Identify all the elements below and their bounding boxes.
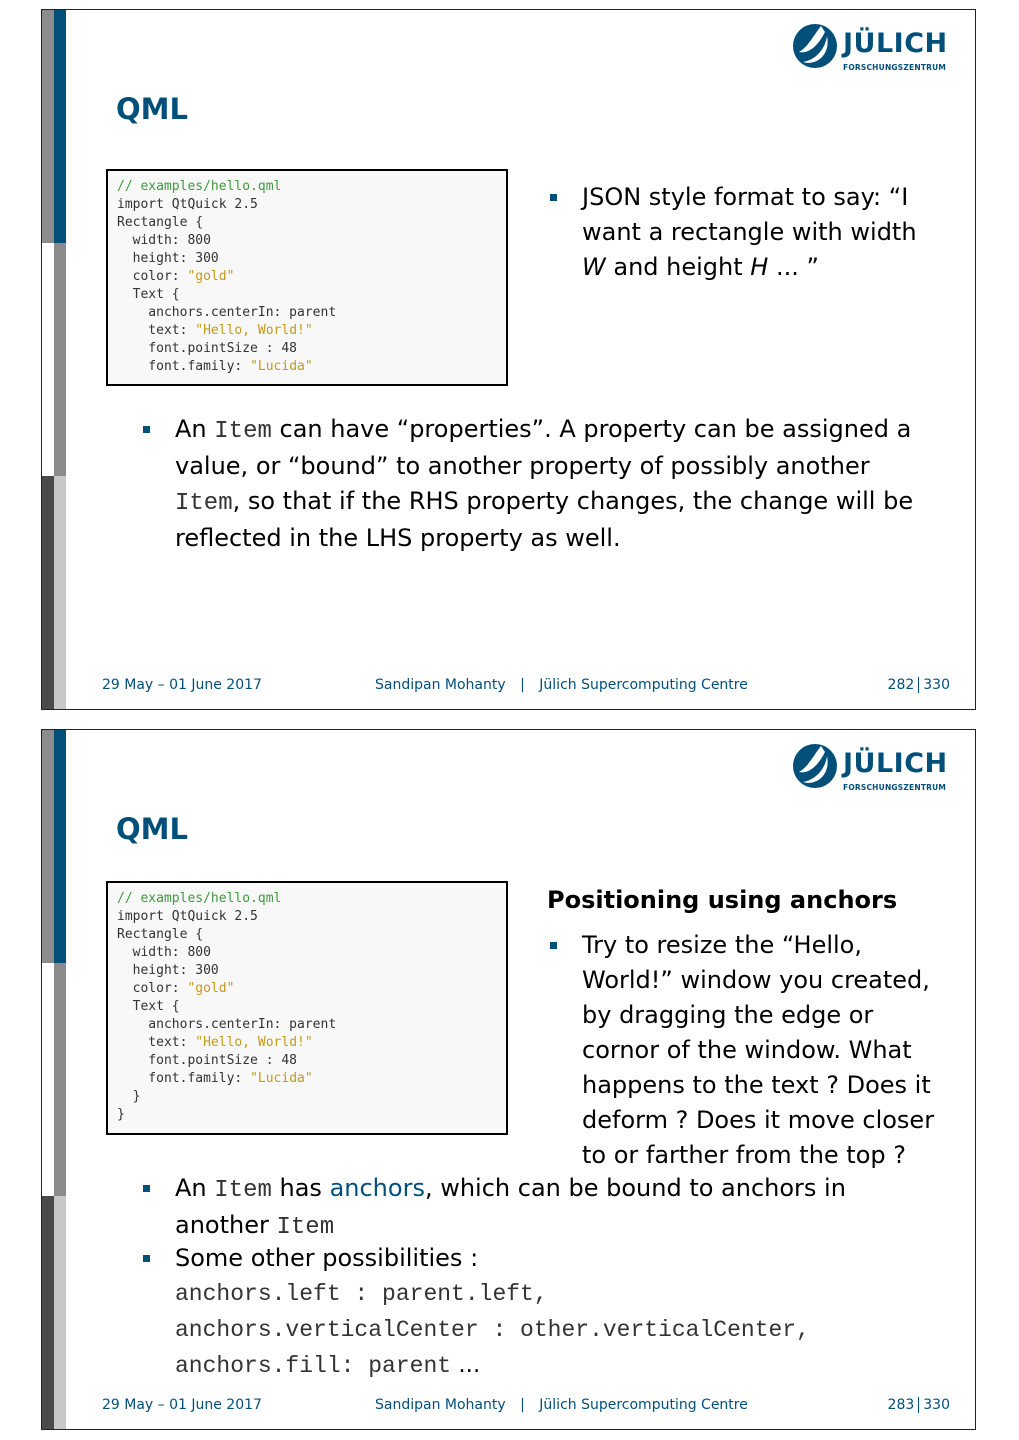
main-bullet [175, 412, 915, 556]
side-bullet-text-b: and height [605, 253, 751, 281]
code-line [117, 340, 497, 358]
bullet-text: , which can be bound to anchors in another [175, 1174, 846, 1239]
code-text: text: [117, 1035, 196, 1050]
footer-author-name: Sandipan Mohanty [375, 677, 506, 693]
code-text: import QtQuick 2.5 [117, 197, 258, 212]
code-line [117, 304, 497, 322]
code-line [117, 1052, 497, 1070]
code-inline-item: Item [214, 1177, 272, 1204]
logo-subtitle: FORSCHUNGSZENTRUM [843, 783, 947, 792]
julich-logo-icon [791, 22, 839, 70]
code-string: "Hello, World!" [195, 1035, 313, 1050]
code-line [117, 926, 497, 944]
code-line [117, 232, 497, 250]
footer-org: Jülich Supercomputing Centre [539, 677, 748, 693]
code-inline-item: Item [175, 490, 233, 517]
julich-logo-icon [791, 742, 839, 790]
page-total: 330 [923, 1397, 950, 1413]
bullet-marker [143, 1255, 150, 1262]
anchors-bullet [175, 1171, 915, 1245]
code-line [117, 1016, 497, 1034]
code-string: "Hello, World!" [195, 323, 313, 338]
code-line [117, 322, 497, 340]
logo-wordmark: JÜLICH [843, 28, 948, 59]
code-text: Rectangle { [117, 927, 204, 942]
code-text: } [117, 1089, 141, 1104]
code-text: width: 800 [117, 233, 211, 248]
code-line [117, 286, 497, 304]
code-line [117, 1070, 497, 1088]
code-line [117, 214, 497, 232]
side-bullet-text: Try to resize the “Hello, World!” window you created, by dragging the edge or cornor of the window. What happens to the text ? Does it deform ? Does it move closer to or farther from the top ? [582, 931, 935, 1169]
side-bullet [582, 180, 942, 285]
side-bullet-text-a: JSON style format to say: “I want a rectangle with width [582, 183, 917, 246]
code-line [175, 1348, 935, 1384]
code-text: font.pointSize : 48 [117, 1053, 298, 1068]
code-line [117, 908, 497, 926]
left-stripe-inner [54, 730, 66, 1429]
code-text: font.family: [117, 1071, 251, 1086]
footer-author [375, 677, 748, 693]
code-line-tail: ... [451, 1352, 481, 1378]
code-text: color: [117, 269, 188, 284]
code-line [117, 250, 497, 268]
code-text: anchors.centerIn: parent [117, 305, 337, 320]
possibilities-bullet [175, 1241, 935, 1384]
code-block [106, 881, 508, 1135]
bullet-text: Some other possibilities : [175, 1244, 479, 1272]
code-line [175, 1276, 935, 1312]
code-line [117, 998, 497, 1016]
bullet-marker [550, 194, 557, 201]
code-text: width: 800 [117, 945, 211, 960]
slide-title: QML [116, 92, 188, 126]
slide-282 [41, 9, 976, 710]
anchors-link[interactable]: anchors [329, 1174, 425, 1202]
code-string: "Lucida" [250, 1071, 313, 1086]
bullet-text: An [175, 1174, 215, 1202]
side-bullet-text-c: ... ” [768, 253, 819, 281]
code-line [117, 358, 497, 376]
page-number [888, 677, 950, 693]
left-stripe [42, 730, 54, 1429]
code-line [117, 890, 497, 908]
footer-author [375, 1397, 748, 1413]
logo-subtitle: FORSCHUNGSZENTRUM [843, 63, 947, 72]
bullet-text: has [271, 1174, 330, 1202]
code-line [117, 980, 497, 998]
code-text: font.pointSize : 48 [117, 341, 298, 356]
code-string: "gold" [187, 981, 235, 996]
code-comment: // examples/hello.qml [117, 179, 282, 194]
code-line [175, 1312, 935, 1348]
page-number [888, 1397, 950, 1413]
left-stripe-inner [54, 10, 66, 709]
code-text: Text { [117, 287, 180, 302]
footer-separator: | [520, 1397, 525, 1413]
side-bullet [582, 928, 942, 1173]
code-line [117, 962, 497, 980]
code-line-text: anchors.left : parent.left, [175, 1281, 548, 1307]
slide-283 [41, 729, 976, 1430]
bullet-marker [143, 426, 150, 433]
footer-author-name: Sandipan Mohanty [375, 1397, 506, 1413]
logo-wordmark: JÜLICH [843, 748, 948, 779]
code-text: } [117, 1107, 125, 1122]
bullet-text: can have “properties”. A property can be assigned a value, or “bound” to another property of possibly another [175, 415, 912, 480]
bullet-marker [550, 942, 557, 949]
page-current: 283 [887, 1397, 915, 1413]
code-inline-item: Item [276, 1214, 335, 1241]
code-comment: // examples/hello.qml [117, 891, 282, 906]
code-text: Rectangle { [117, 215, 204, 230]
code-string: "Lucida" [250, 359, 313, 374]
code-string: "gold" [187, 269, 235, 284]
subheading: Positioning using anchors [547, 886, 898, 914]
code-line [117, 196, 497, 214]
left-stripe [42, 10, 54, 709]
bullet-text: , so that if the RHS property changes, the change will be reflected in the LHS property as well. [175, 487, 914, 552]
code-line [117, 1034, 497, 1052]
code-inline-item: Item [214, 418, 272, 445]
bullet-marker [143, 1185, 150, 1192]
code-text: anchors.centerIn: parent [117, 1017, 337, 1032]
julich-logo [791, 742, 951, 796]
page-total: 330 [923, 677, 950, 693]
side-bullet-w: W [582, 253, 606, 281]
code-line [117, 1088, 497, 1106]
code-line-text: anchors.fill: parent [175, 1353, 452, 1379]
side-bullet-h: H [750, 253, 769, 281]
code-text: text: [117, 323, 196, 338]
code-line [117, 944, 497, 962]
bullet-text: An [175, 415, 215, 443]
code-line [117, 1106, 497, 1124]
footer-separator: | [520, 677, 525, 693]
code-text: height: 300 [117, 963, 219, 978]
julich-logo [791, 22, 951, 76]
code-text: import QtQuick 2.5 [117, 909, 258, 924]
code-text: font.family: [117, 359, 251, 374]
code-line [117, 268, 497, 286]
code-line [117, 178, 497, 196]
code-line-text: anchors.verticalCenter : other.verticalCenter, [175, 1317, 810, 1343]
slide-title: QML [116, 812, 188, 846]
page-current: 282 [887, 677, 915, 693]
footer-date: 29 May – 01 June 2017 [102, 1397, 262, 1413]
code-text: height: 300 [117, 251, 219, 266]
code-block [106, 169, 508, 386]
footer-org: Jülich Supercomputing Centre [539, 1397, 748, 1413]
code-text: color: [117, 981, 188, 996]
code-text: Text { [117, 999, 180, 1014]
footer-date: 29 May – 01 June 2017 [102, 677, 262, 693]
